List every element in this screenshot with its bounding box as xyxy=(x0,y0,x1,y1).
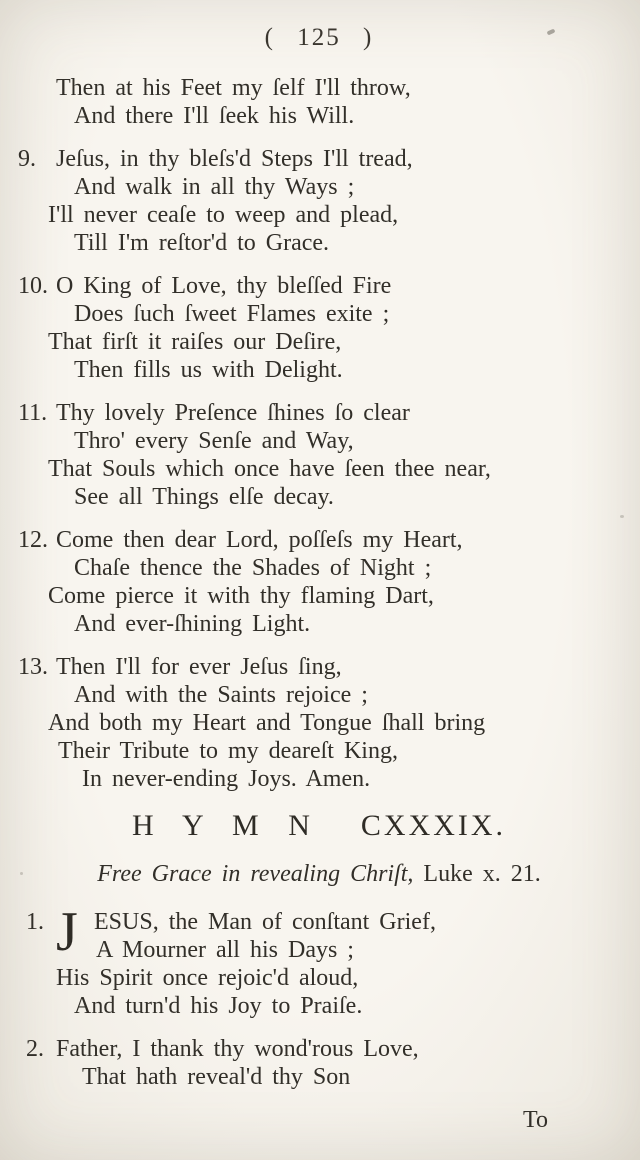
verse-line: Then I'll for ever Jeſus ſing, xyxy=(56,654,342,680)
verse-line: That firſt it raiſes our Deſire, xyxy=(48,329,342,355)
stanza-number: 9. xyxy=(18,146,36,172)
verse-line: ESUS, the Man of conſtant Grief, xyxy=(94,909,436,935)
verse-line: Does ſuch ſweet Flames exite ; xyxy=(74,301,390,327)
verse-line: Come then dear Lord, poſſeſs my Heart, xyxy=(56,527,463,553)
verse-line: Then at his Feet my ſelf I'll throw, xyxy=(56,75,411,101)
stanza-12 xyxy=(10,526,628,638)
stanza-number: 13. xyxy=(18,654,48,680)
scan-speck xyxy=(20,872,23,875)
stanza-number: 1. xyxy=(26,909,44,935)
stanza-2 xyxy=(10,1035,628,1091)
stanza-10 xyxy=(10,272,628,384)
hymn-title xyxy=(10,808,628,844)
stanza-number: 12. xyxy=(18,527,48,553)
verse-line: Chaſe thence the Shades of Night ; xyxy=(74,555,432,581)
verse-line: And both my Heart and Tongue ſhall bring xyxy=(48,710,486,736)
verse-line: A Mourner all his Days ; xyxy=(96,937,354,963)
verse-line: Father, I thank thy wond'rous Love, xyxy=(56,1036,419,1062)
dropcap-initial: J xyxy=(56,901,78,963)
verse-line: That Souls which once have ſeen thee near, xyxy=(48,456,491,482)
verse-line: And walk in all thy Ways ; xyxy=(74,174,355,200)
hymn-subtitle xyxy=(10,860,628,888)
verse-line: And with the Saints rejoice ; xyxy=(74,682,368,708)
stanza-number: 2. xyxy=(26,1036,44,1062)
stanza-number: 10. xyxy=(18,273,48,299)
stanza-number: 11. xyxy=(18,400,48,426)
verse-line: Thro' every Senſe and Way, xyxy=(74,428,354,454)
scan-speck xyxy=(620,515,624,518)
verse-line: I'll never ceaſe to weep and plead, xyxy=(48,202,399,228)
verse-line: Their Tribute to my deareſt King, xyxy=(58,738,398,764)
verse-line: O King of Love, thy bleſſed Fire xyxy=(56,273,392,299)
verse-line: Come pierce it with thy flaming Dart, xyxy=(48,583,434,609)
stanza-9 xyxy=(10,145,628,257)
page-number-header: ( 125 ) xyxy=(264,24,374,51)
stanza-13 xyxy=(10,653,628,793)
stanza-continuation xyxy=(10,74,628,130)
hymn-title-number: CXXXIX. xyxy=(360,809,507,842)
stanza-11 xyxy=(10,399,628,511)
verse-line: Thy lovely Preſence ſhines ſo clear xyxy=(56,400,410,426)
verse-line: And turn'd his Joy to Praiſe. xyxy=(74,993,363,1019)
verse-line: See all Things elſe decay. xyxy=(74,484,334,510)
verse-line: In never-ending Joys. Amen. xyxy=(82,766,371,792)
verse-line: And there I'll ſeek his Will. xyxy=(74,103,355,129)
hymn-subtitle-reference: Luke x. 21. xyxy=(423,861,541,887)
verse-line: That hath reveal'd thy Son xyxy=(82,1064,351,1090)
verse-line: Till I'm reſtor'd to Grace. xyxy=(74,230,330,256)
hymn-subtitle-italic: Free Grace in revealing Chriſt, xyxy=(97,861,414,887)
verse-line: Then fills us with Delight. xyxy=(74,357,343,383)
verse-line: Jeſus, in thy bleſs'd Steps I'll tread, xyxy=(56,146,413,172)
hymn-title-word: H Y M N xyxy=(131,809,319,842)
verse-line: His Spirit once rejoic'd aloud, xyxy=(56,965,359,991)
stanza-1 xyxy=(10,901,628,1020)
verse-line: And ever-ſhining Light. xyxy=(74,611,311,637)
catchword: To xyxy=(523,1107,548,1133)
